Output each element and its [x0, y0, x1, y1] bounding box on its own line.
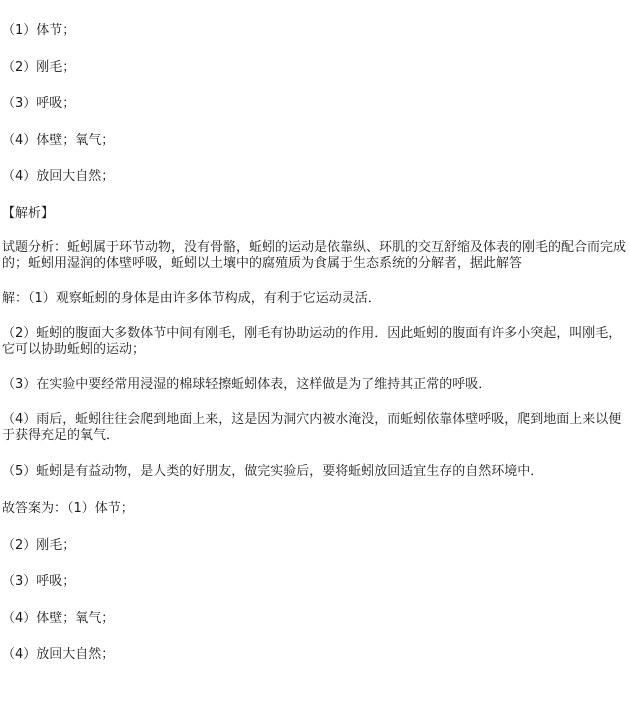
answer-bottom-4: （4）体壁；氧气； — [2, 611, 115, 626]
answer-bottom-3: （3）呼吸； — [2, 574, 76, 589]
solution-step-3: （3）在实验中要经常用浸湿的棉球轻擦蚯蚓体表，这样做是为了维持其正常的呼吸． — [2, 377, 492, 392]
solution-step-2: （2）蚯蚓的腹面大多数体节中间有刚毛，刚毛有协助运动的作用．因此蚯蚓的腹面有许多小突起，叫刚毛，它可以协助蚯蚓的运动； — [2, 326, 622, 357]
solution-step-5: （5）蚯蚓是有益动物，是人类的好朋友，做完实验后，要将蚯蚓放回适宜生存的自然环境中． — [2, 464, 544, 479]
solution-step-1: 解：（1）观察蚯蚓的身体是由许多体节构成，有利于它运动灵活． — [2, 291, 381, 306]
analysis-heading: 【解析】 — [2, 206, 55, 221]
answer-top-3: （3）呼吸； — [2, 96, 76, 111]
final-answer-intro: 故答案为：（1）体节； — [2, 501, 134, 516]
analysis-intro: 试题分析：蚯蚓属于环节动物，没有骨骼，蚯蚓的运动是依靠纵、环肌的交互舒缩及体表的刚毛的配合而完成的；蚯蚓用湿润的体壁呼吸，蚯蚓以土壤中的腐殖质为食属于生态系统的分解者，据此解答 — [2, 240, 627, 271]
answer-top-2: （2）刚毛； — [2, 60, 76, 75]
answer-top-4: （4）体壁；氧气； — [2, 133, 115, 148]
solution-step-4: （4）雨后，蚯蚓往往会爬到地面上来，这是因为洞穴内被水淹没，而蚯蚓依靠体壁呼吸，爬到地面上来以便于获得充足的氧气． — [2, 412, 622, 443]
answer-bottom-2: （2）刚毛； — [2, 538, 76, 553]
answer-bottom-5: （4）放回大自然； — [2, 647, 115, 662]
answer-top-5: （4）放回大自然； — [2, 169, 115, 184]
answer-top-1: （1）体节； — [2, 23, 76, 38]
